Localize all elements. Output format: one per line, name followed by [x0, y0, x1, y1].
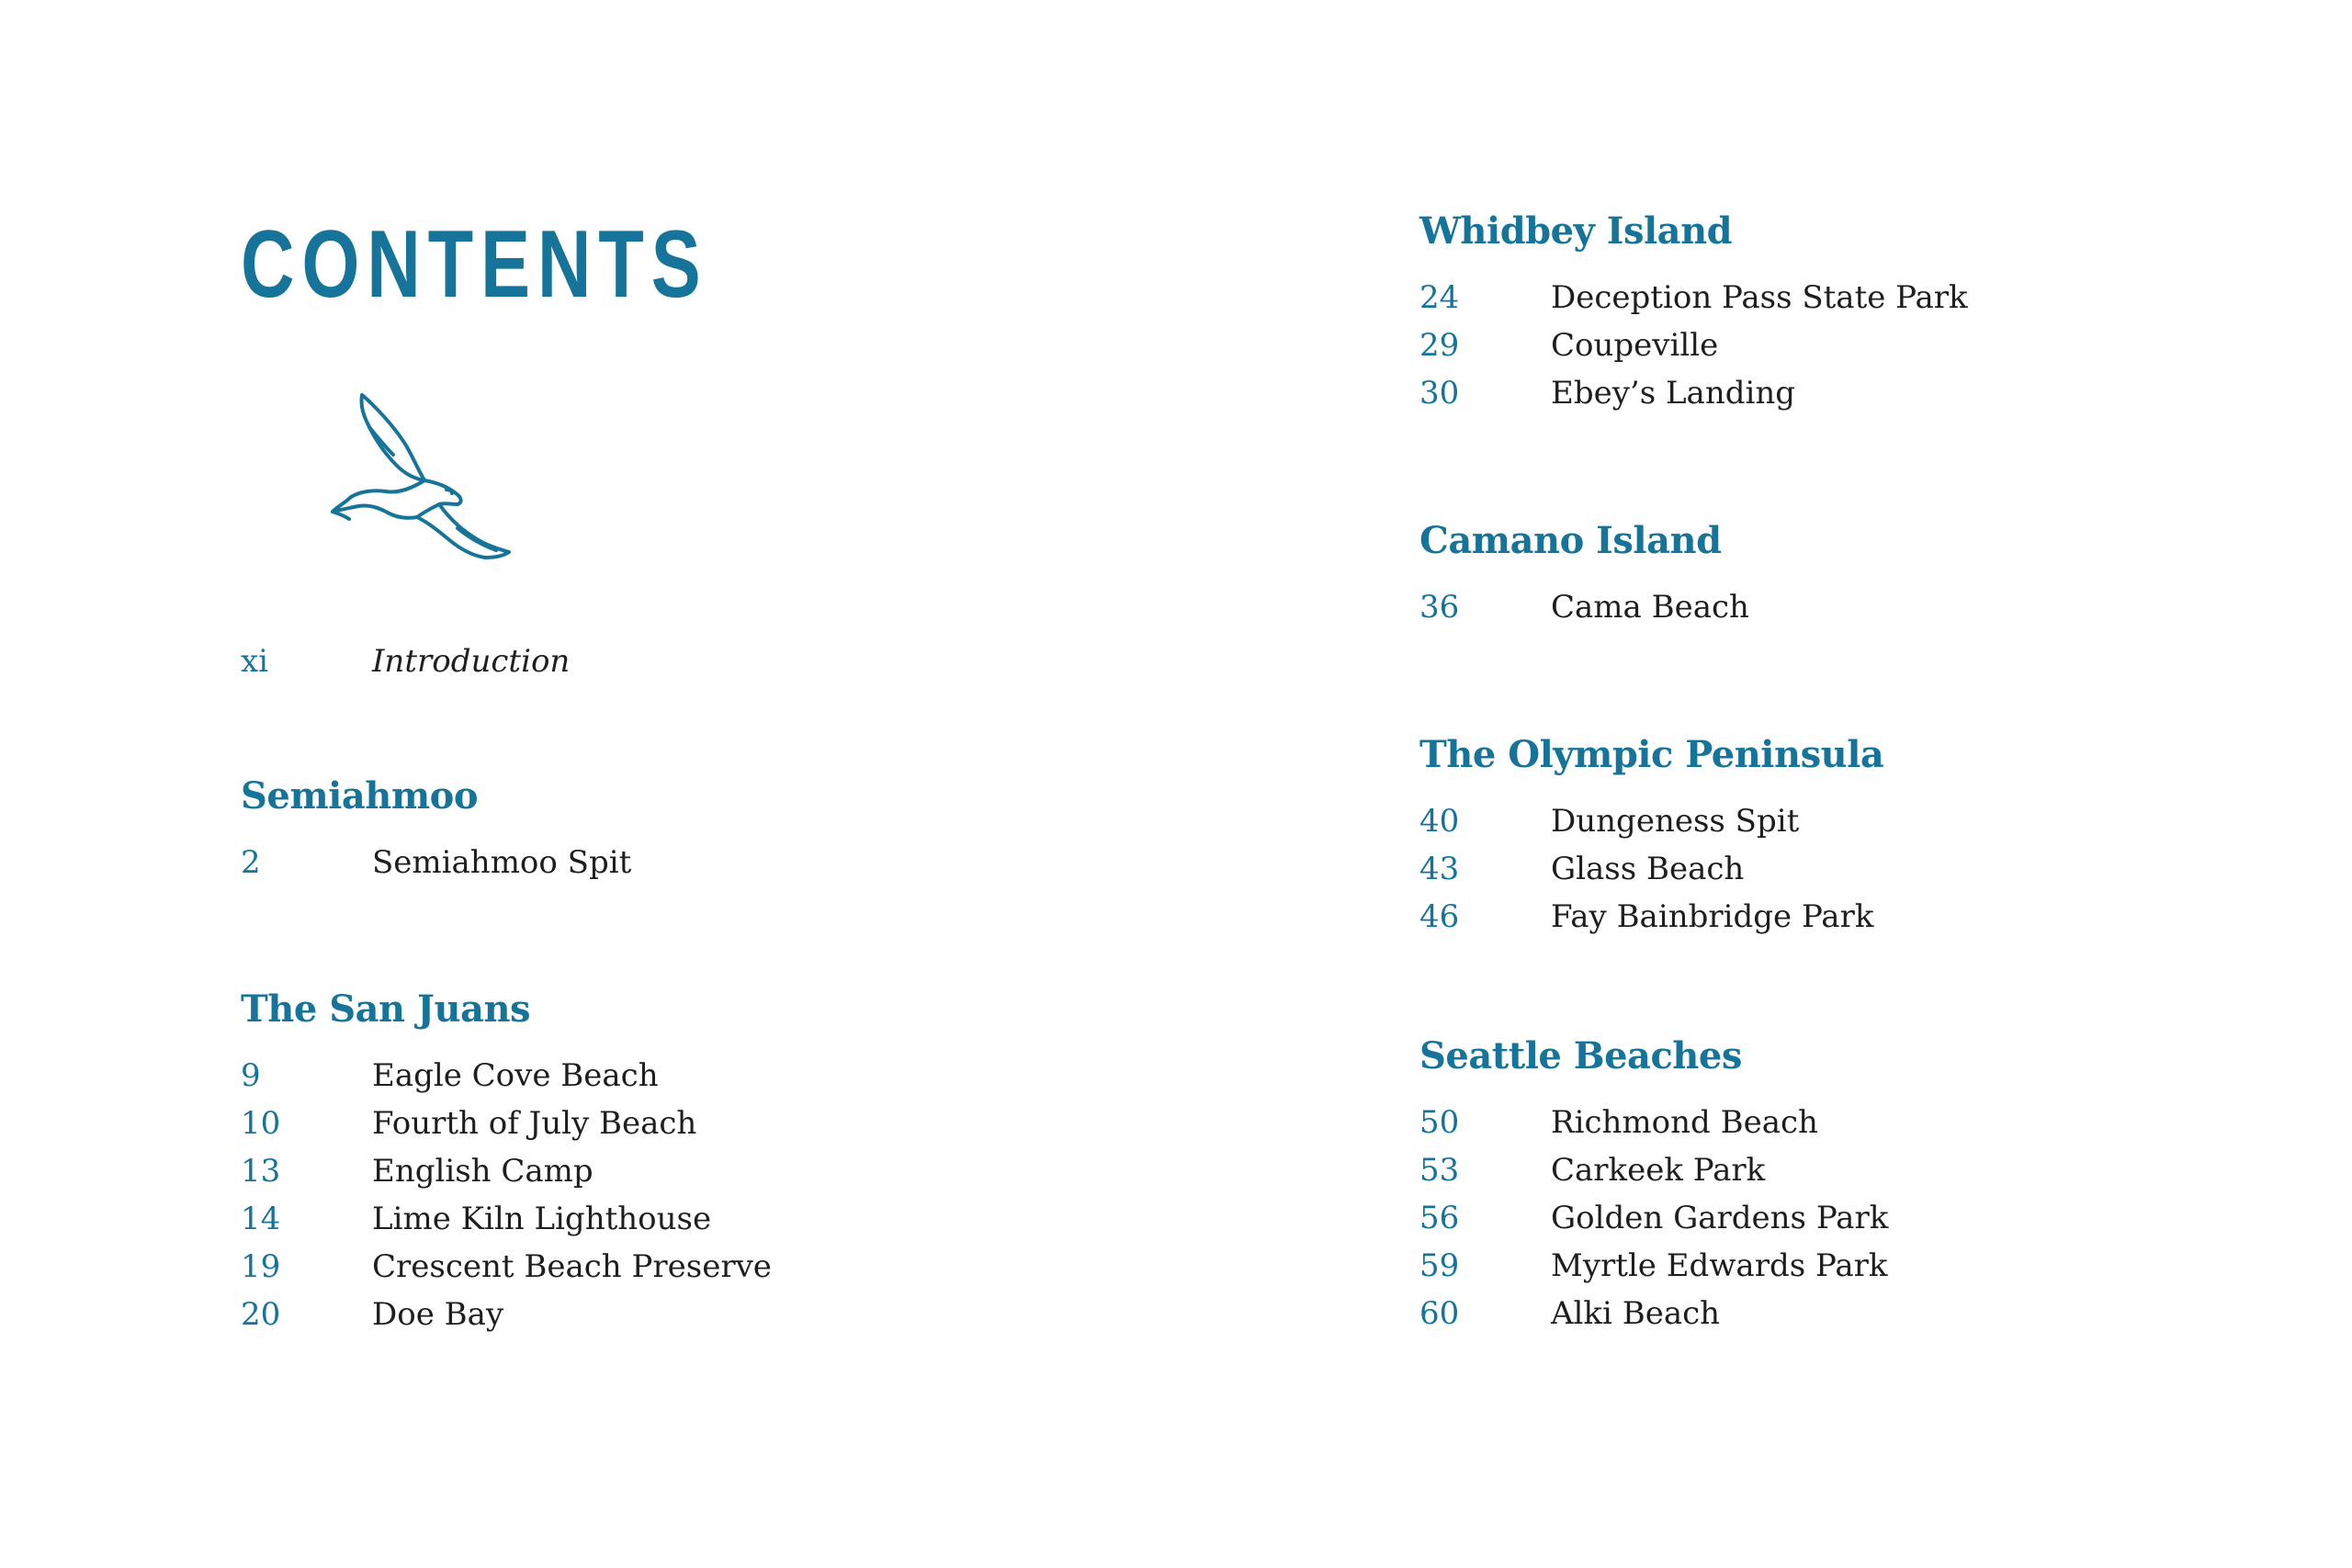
section-whidbey-island [1419, 211, 1968, 423]
entry-title: Lime Kiln Lighthouse [372, 1201, 712, 1237]
toc-entry[interactable] [1419, 851, 1883, 898]
entry-title: Dungeness Spit [1551, 803, 1800, 840]
page-number: 46 [1419, 898, 1460, 935]
toc-entry[interactable] [241, 1153, 772, 1201]
toc-entry[interactable] [241, 1057, 772, 1105]
page-number: 60 [1419, 1295, 1460, 1332]
entry-title: Glass Beach [1551, 851, 1745, 887]
page-number: 50 [1419, 1104, 1460, 1141]
toc-intro-entry[interactable] [241, 643, 570, 691]
toc-entry[interactable] [241, 1201, 772, 1248]
page-number: 40 [1419, 803, 1460, 840]
toc-entry[interactable] [1419, 803, 1883, 851]
page-number: 30 [1419, 375, 1460, 412]
section-heading: Seattle Beaches [1419, 1034, 1742, 1077]
page-number: xi [241, 643, 269, 680]
entry-title: Carkeek Park [1551, 1152, 1766, 1189]
section-semiahmoo [241, 776, 631, 892]
entry-title: Richmond Beach [1551, 1104, 1818, 1141]
entry-title: Crescent Beach Preserve [372, 1248, 772, 1285]
entry-title: Cama Beach [1551, 589, 1749, 626]
entry-title: Introduction [372, 643, 571, 680]
section-camano-island [1419, 521, 1749, 637]
page-number: 43 [1419, 851, 1460, 887]
toc-entry[interactable] [241, 1105, 772, 1153]
toc-entry[interactable] [1419, 589, 1749, 637]
entry-title: Fourth of July Beach [372, 1105, 697, 1142]
section-heading: Whidbey Island [1419, 209, 1733, 253]
section-heading: Semiahmoo [241, 774, 479, 818]
toc-entry[interactable] [241, 844, 631, 892]
toc-entry[interactable] [1419, 327, 1968, 375]
entry-title: Fay Bainbridge Park [1551, 898, 1874, 935]
toc-entry[interactable] [1419, 1295, 1888, 1343]
toc-entry[interactable] [1419, 375, 1968, 423]
entry-title: English Camp [372, 1153, 594, 1190]
page-number: 19 [241, 1248, 281, 1285]
toc-entry[interactable] [1419, 1104, 1888, 1152]
page-number: 24 [1419, 279, 1460, 316]
page-number: 13 [241, 1153, 281, 1190]
section-heading: The San Juans [241, 987, 531, 1031]
section-san-juans [241, 989, 772, 1344]
page-number: 59 [1419, 1247, 1460, 1284]
page-number: 36 [1419, 589, 1460, 626]
toc-entry[interactable] [1419, 279, 1968, 327]
page-number: 2 [241, 844, 261, 881]
entry-title: Coupeville [1551, 327, 1719, 364]
section-seattle-beaches [1419, 1036, 1888, 1343]
toc-entry[interactable] [241, 1248, 772, 1296]
page-number: 20 [241, 1296, 281, 1333]
entry-title: Doe Bay [372, 1296, 504, 1333]
entry-title: Deception Pass State Park [1551, 279, 1968, 316]
page-number: 10 [241, 1105, 281, 1142]
page-number: 56 [1419, 1200, 1460, 1236]
page-number: 9 [241, 1057, 261, 1094]
page-title: CONTENTS [241, 211, 708, 318]
entry-title: Golden Gardens Park [1551, 1200, 1889, 1236]
section-olympic-peninsula [1419, 735, 1883, 946]
toc-entry[interactable] [1419, 1152, 1888, 1200]
toc-entry[interactable] [241, 1296, 772, 1344]
page-number: 53 [1419, 1152, 1460, 1189]
toc-entry[interactable] [1419, 1247, 1888, 1295]
entry-title: Eagle Cove Beach [372, 1057, 659, 1094]
entry-title: Ebey’s Landing [1551, 375, 1796, 412]
toc-entry[interactable] [1419, 1200, 1888, 1247]
entry-title: Semiahmoo Spit [372, 844, 632, 881]
section-heading: Camano Island [1419, 519, 1722, 562]
bird-icon [329, 390, 513, 570]
page-number: 14 [241, 1201, 281, 1237]
section-heading: The Olympic Peninsula [1419, 733, 1884, 776]
entry-title: Alki Beach [1551, 1295, 1721, 1332]
toc-entry[interactable] [1419, 898, 1883, 946]
entry-title: Myrtle Edwards Park [1551, 1247, 1888, 1284]
page-number: 29 [1419, 327, 1460, 364]
